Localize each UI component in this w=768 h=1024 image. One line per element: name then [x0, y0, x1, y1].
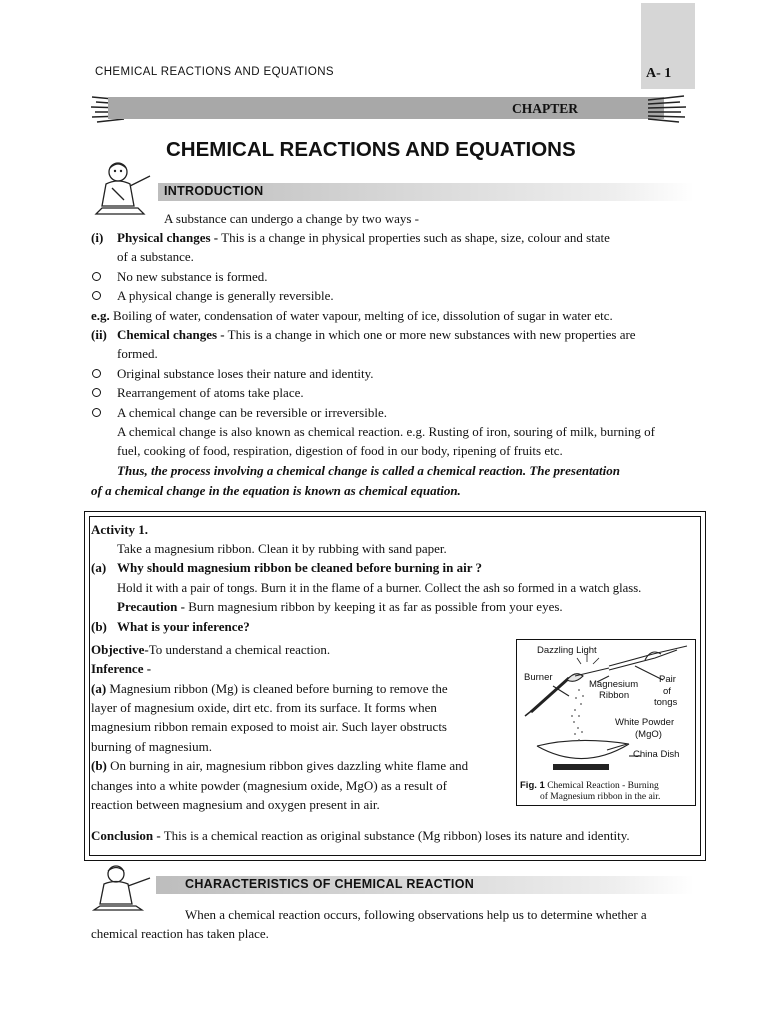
precaution-line	[117, 598, 563, 616]
example-line	[91, 307, 613, 325]
figure-box	[516, 639, 696, 806]
inference-a-line-4: burning of magnesium.	[91, 739, 212, 754]
running-title: CHEMICAL REACTIONS AND EQUATIONS	[95, 66, 334, 78]
objective-line	[91, 641, 330, 659]
physical-bullet-2: A physical change is generally reversible.	[117, 288, 334, 303]
inference-heading: Inference -	[91, 661, 152, 676]
eg-text: Boiling of water, condensation of water vapour, melting of ice, dissolution of sugar in water etc.	[109, 308, 613, 323]
activity-heading: Activity 1.	[91, 522, 149, 537]
introduction-heading: INTRODUCTION	[164, 184, 264, 198]
chemical-term: Chemical changes -	[117, 327, 225, 342]
thus-line-1: Thus, the process involving a chemical change is called a chemical reaction. The presentation	[117, 463, 621, 478]
eg-label: e.g.	[91, 308, 110, 323]
physical-term: Physical changes -	[117, 230, 219, 245]
characteristics-line-1: When a chemical reaction occurs, following observations help us to determine whether a	[185, 907, 647, 922]
label-ribbon: Ribbon	[599, 690, 630, 701]
chapter-bar	[108, 97, 664, 119]
page-number: A- 1	[646, 66, 672, 81]
physical-number: (i)	[91, 230, 104, 245]
characteristics-line-2: chemical reaction has taken place.	[91, 926, 269, 941]
label-white-powder: White Powder	[615, 717, 675, 728]
objective-text: To understand a chemical reaction.	[148, 642, 331, 657]
inference-a-line-3: magnesium ribbon remain exposed to moist air. Such layer obstructs	[91, 719, 447, 734]
bullet-icon	[92, 369, 101, 378]
question-a-text: Why should magnesium ribbon be cleaned before burning in air ?	[117, 560, 483, 575]
activity-hold-line: Hold it with a pair of tongs. Burn it in the flame of a burner. Collect the ash so formed in a watch glass.	[117, 581, 642, 595]
chemical-definition-text: This is a change in which one or more new substances with new properties are	[224, 327, 636, 342]
chapter-label: CHAPTER	[512, 101, 579, 116]
physical-definition-text: This is a change in physical properties such as shape, size, colour and state	[218, 230, 610, 245]
objective-label: Objective-	[91, 642, 149, 657]
teacher-illustration-icon	[88, 158, 158, 216]
page-title: CHEMICAL REACTIONS AND EQUATIONS	[166, 138, 576, 161]
label-mgo: (MgO)	[635, 729, 662, 740]
label-pair: Pair	[659, 674, 676, 685]
figure-caption-line-1	[520, 780, 659, 791]
inference-b-number: (b)	[91, 758, 107, 773]
inference-a-number: (a)	[91, 681, 107, 696]
chemical-definition-line-2: formed.	[117, 346, 158, 361]
conclusion-label: Conclusion -	[91, 828, 161, 843]
conclusion-line	[91, 827, 630, 845]
inference-b-line-2: changes into a white powder (magnesium oxide, MgO) as a result of	[91, 778, 447, 793]
label-magnesium: Magnesium	[589, 679, 639, 690]
bullet-icon	[92, 408, 101, 417]
intro-lead: A substance can undergo a change by two ways -	[164, 211, 419, 226]
inference-b-line-1	[91, 757, 468, 775]
chemical-paragraph-line-1: A chemical change is also known as chemical reaction. e.g. Rusting of iron, souring of milk, burning of	[117, 424, 655, 439]
inference-a-text: Magnesium ribbon (Mg) is cleaned before burning to remove the	[106, 681, 448, 696]
figure-caption-label: Fig. 1	[520, 780, 545, 791]
physical-definition-line-2: of a substance.	[117, 249, 194, 264]
chemical-definition-line-1	[117, 326, 636, 344]
question-a-number: (a)	[91, 560, 107, 575]
figure-caption-text: Chemical Reaction - Burning	[544, 781, 659, 791]
physical-bullet-1: No new substance is formed.	[117, 269, 268, 284]
chemical-paragraph-line-2: fuel, cooking of food, respiration, digestion of food in our body, ripening of fruits etc.	[117, 443, 563, 458]
label-tongs: tongs	[654, 697, 678, 708]
figure-caption-line-2: of Magnesium ribbon in the air.	[540, 792, 661, 802]
label-burner: Burner	[524, 672, 553, 683]
chemical-number: (ii)	[91, 327, 107, 342]
brush-stroke-right-icon	[648, 93, 688, 125]
question-b-text: What is your inference?	[117, 619, 250, 634]
characteristics-heading: CHARACTERISTICS OF CHEMICAL REACTION	[185, 877, 475, 891]
inference-b-text: On burning in air, magnesium ribbon gives dazzling white flame and	[106, 758, 469, 773]
physical-definition-line-1	[117, 229, 610, 247]
label-of: of	[663, 686, 671, 697]
bullet-icon	[92, 272, 101, 281]
thus-line-2: of a chemical change in the equation is known as chemical equation.	[91, 483, 461, 498]
activity-step: Take a magnesium ribbon. Clean it by rubbing with sand paper.	[117, 541, 447, 556]
inference-a-line-1	[91, 680, 448, 698]
label-dazzling-light: Dazzling Light	[537, 645, 597, 656]
bullet-icon	[92, 388, 101, 397]
question-b-number: (b)	[91, 619, 107, 634]
chemical-bullet-3: A chemical change can be reversible or irreversible.	[117, 405, 387, 420]
conclusion-text: This is a chemical reaction as original substance (Mg ribbon) loses its nature and identity.	[160, 828, 630, 843]
precaution-label: Precaution -	[117, 599, 185, 614]
chemical-bullet-2: Rearrangement of atoms take place.	[117, 385, 304, 400]
inference-a-line-2: layer of magnesium oxide, dirt etc. from its surface. It forms when	[91, 700, 437, 715]
label-china-dish: China Dish	[633, 749, 680, 760]
precaution-text: Burn magnesium ribbon by keeping it as far as possible from your eyes.	[185, 599, 563, 614]
inference-b-line-3: reaction between magnesium and oxygen present in air.	[91, 797, 380, 812]
chemical-bullet-1: Original substance loses their nature and identity.	[117, 366, 374, 381]
bullet-icon	[92, 291, 101, 300]
teacher-illustration-icon	[88, 862, 158, 912]
